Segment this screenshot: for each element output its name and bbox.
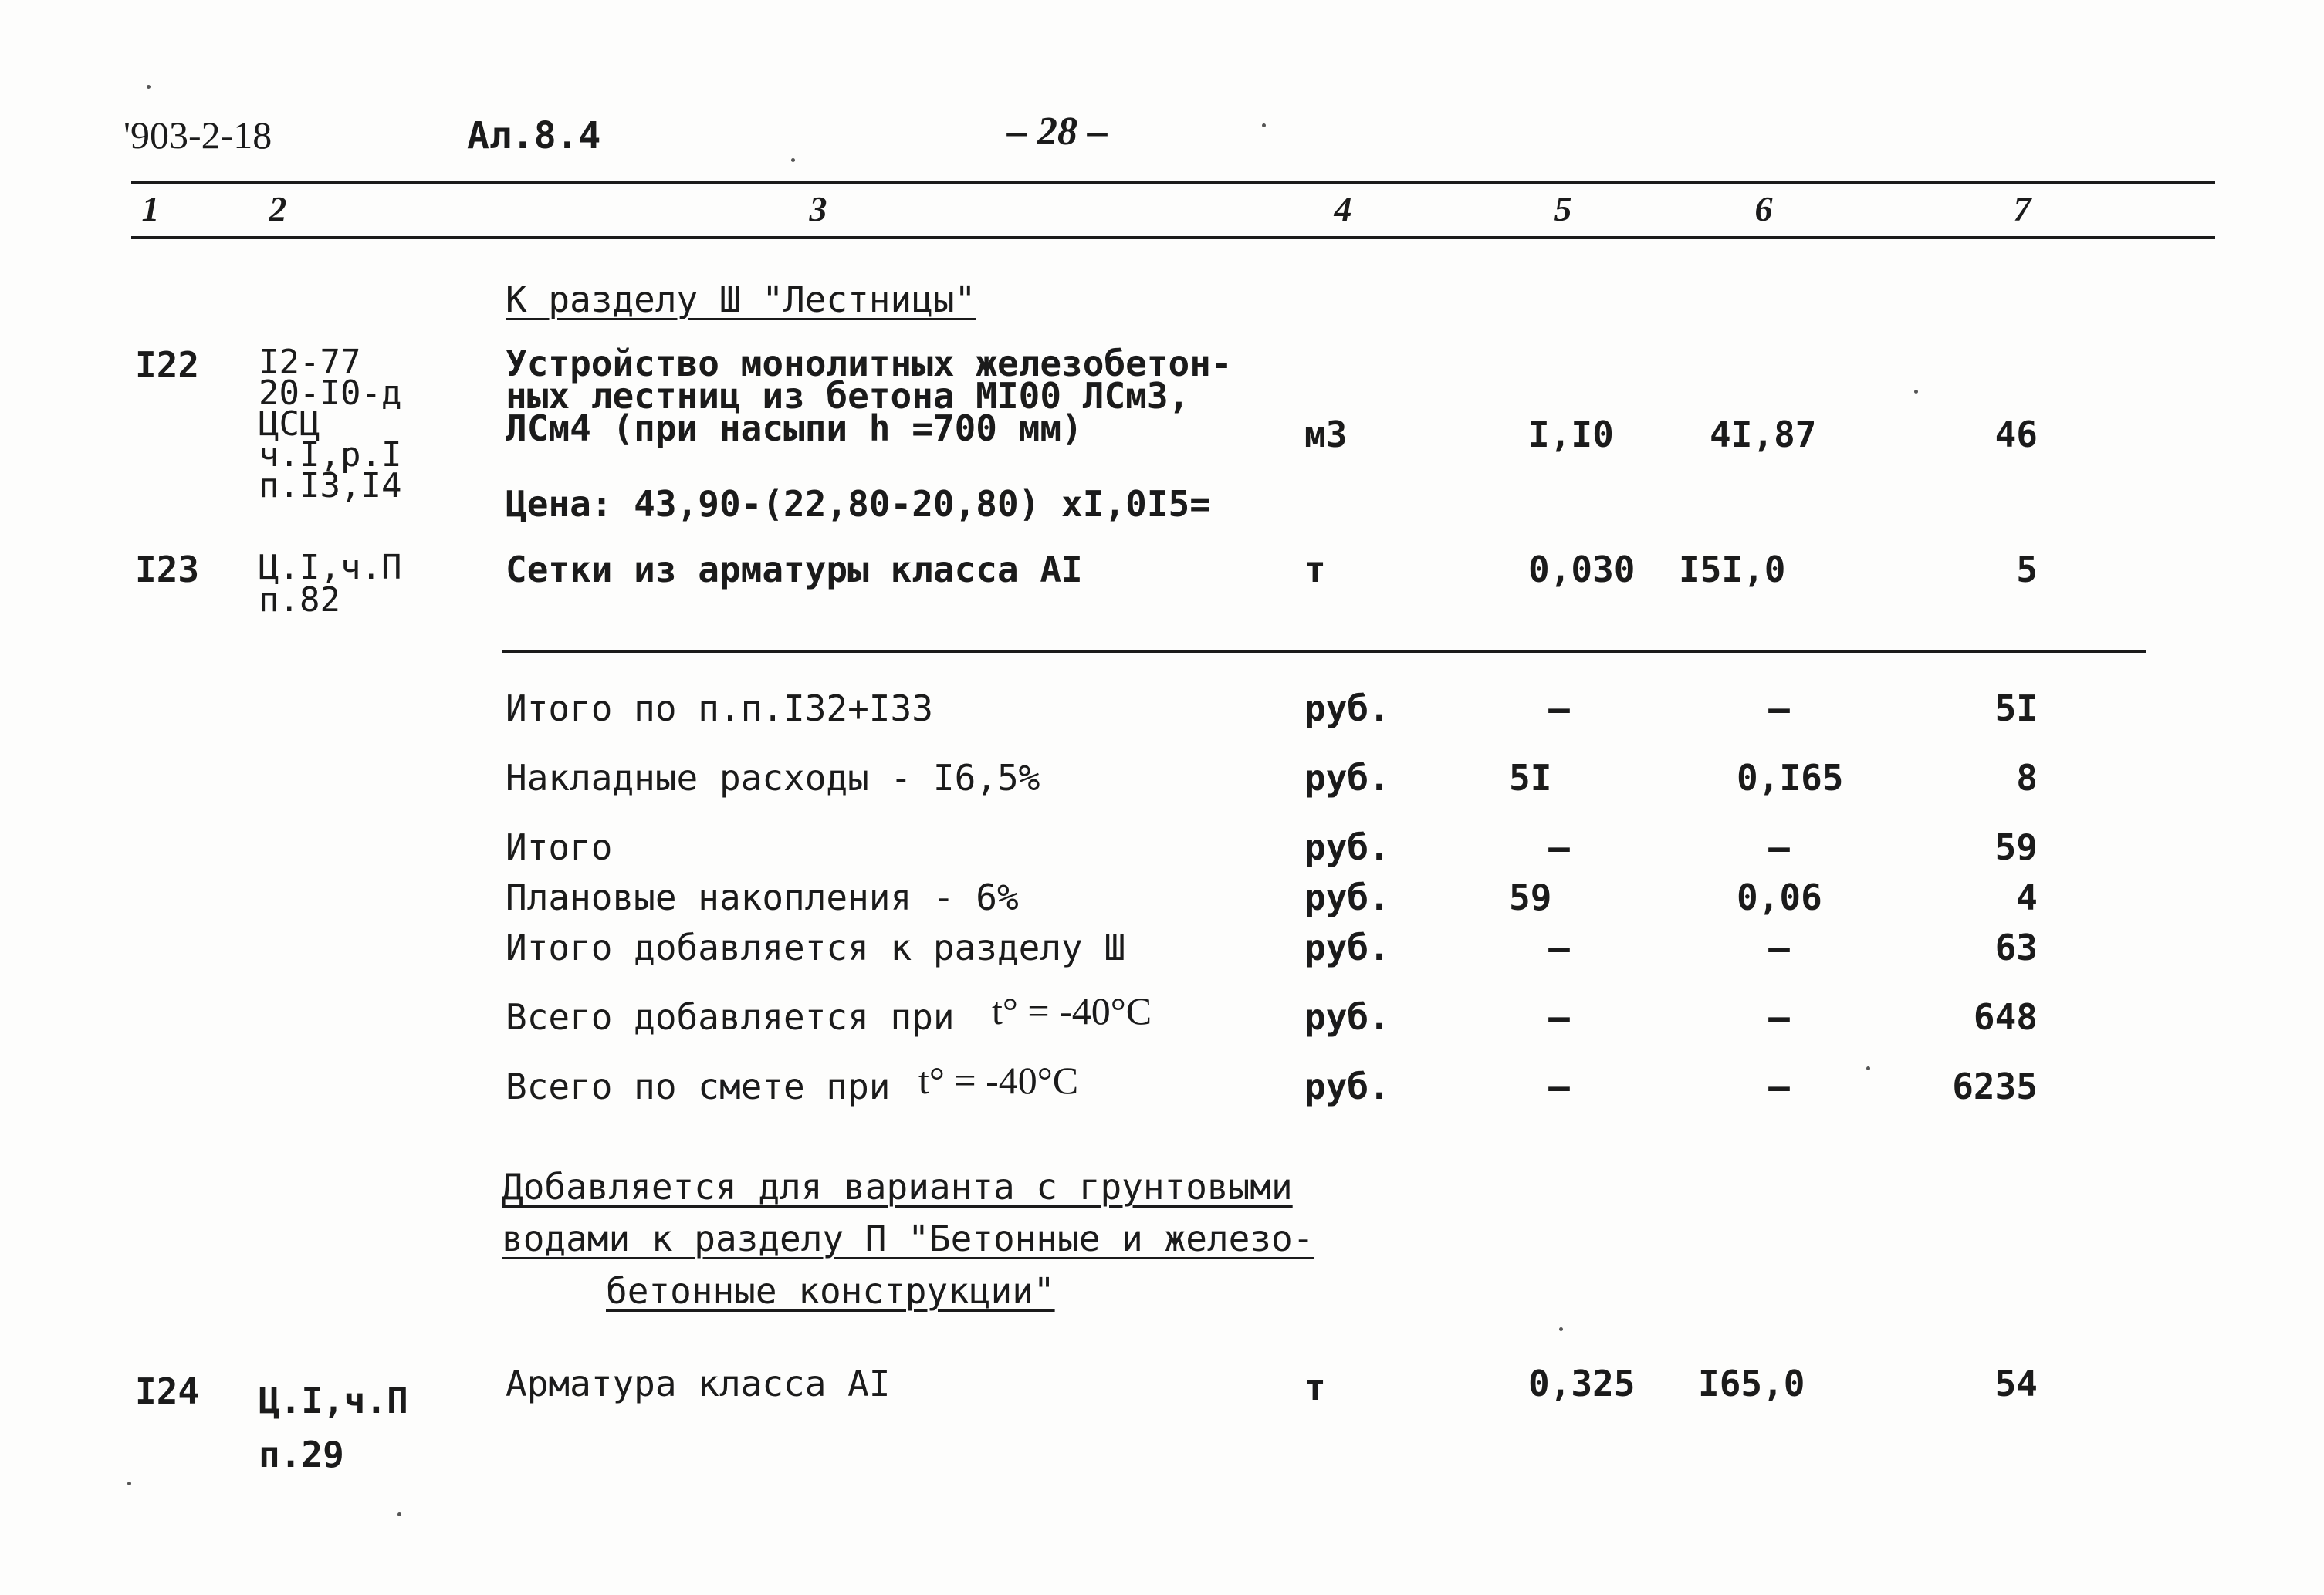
row-124-reference: Ц.I,ч.П п.29: [259, 1380, 408, 1475]
row-123-total: 5: [2016, 549, 2038, 590]
section-title-stairs: К разделу Ш "Лестницы": [506, 279, 976, 320]
header-top-rule: [131, 181, 2215, 184]
page-number: – 28 –: [1007, 110, 1108, 154]
summary-col5: –: [1548, 1066, 1570, 1107]
summary-unit: руб.: [1304, 1066, 1390, 1107]
column-number-3: 3: [809, 189, 827, 228]
summary-unit: руб.: [1304, 757, 1390, 799]
column-number-6: 6: [1754, 189, 1773, 228]
summary-label: Всего по смете при: [506, 1066, 891, 1107]
row-124-price: I65,0: [1698, 1363, 1805, 1404]
summary-col5: 59: [1509, 877, 1552, 918]
section-title-ground-line-1: Добавляется для варианта с грунтовыми: [502, 1166, 1293, 1208]
scan-speck: [147, 85, 151, 89]
summary-col6: –: [1768, 1066, 1790, 1107]
summary-col6: 0,I65: [1737, 757, 1844, 799]
summary-col7: 6235: [1952, 1066, 2038, 1107]
summary-col7: 63: [1994, 927, 2038, 968]
row-123-quantity: 0,030: [1528, 549, 1636, 590]
scan-speck: [791, 158, 795, 162]
row-122-price: 4I,87: [1710, 414, 1817, 455]
column-number-4: 4: [1334, 189, 1352, 228]
summary-col6: –: [1768, 927, 1790, 968]
scan-speck: [127, 1482, 131, 1485]
row-123-number: I23: [135, 549, 200, 590]
summary-col5: –: [1548, 996, 1570, 1038]
summary-unit: руб.: [1304, 996, 1390, 1038]
summary-col6: 0,06: [1737, 877, 1822, 918]
header-bottom-rule: [131, 236, 2215, 239]
document-code: '903-2-18: [123, 113, 272, 157]
summary-label: Итого добавляется к разделу Ш: [506, 927, 1126, 968]
album-number: Ал.8.4: [467, 114, 601, 157]
row-124-number: I24: [135, 1370, 200, 1412]
summary-col5: –: [1548, 826, 1570, 868]
scan-speck: [1262, 123, 1266, 127]
summary-label: Плановые накопления - 6%: [506, 877, 1019, 918]
row-124-unit: т: [1304, 1367, 1326, 1408]
summary-col7: 5I: [1994, 688, 2038, 729]
section-title-ground-line-3: бетонные конструкции": [606, 1270, 1055, 1312]
row-122-description: Устройство монолитных железобетон- ных лестниц из бетона MI00 ЛСм3, ЛСм4 (при насыпи h =700 мм): [506, 343, 1233, 449]
summary-unit: руб.: [1304, 927, 1390, 968]
scan-speck: [1866, 1066, 1870, 1070]
row-123-reference: Ц.I,ч.П п.82: [259, 548, 402, 620]
column-number-5: 5: [1554, 189, 1572, 228]
summary-unit: руб.: [1304, 688, 1390, 729]
column-number-2: 2: [269, 189, 287, 228]
temperature-condition: t° = -40°C: [992, 989, 1152, 1032]
summary-rule: [502, 650, 2146, 653]
summary-col6: –: [1768, 826, 1790, 868]
summary-unit: руб.: [1304, 877, 1390, 918]
scan-speck: [1914, 390, 1918, 394]
summary-label: Итого по п.п.I32+I33: [506, 688, 933, 729]
summary-unit: руб.: [1304, 826, 1390, 868]
row-124-quantity: 0,325: [1528, 1363, 1636, 1404]
row-122-total: 46: [1994, 414, 2038, 455]
summary-col5: 5I: [1509, 757, 1552, 799]
summary-col7: 59: [1994, 826, 2038, 868]
column-number-1: 1: [141, 189, 160, 228]
summary-col7: 8: [2016, 757, 2038, 799]
row-124-description: Арматура класса AI: [506, 1363, 891, 1404]
row-122-price-formula: Цена: 43,90-(22,80-20,80) xI,0I5=: [506, 483, 1211, 525]
summary-col5: –: [1548, 927, 1570, 968]
scan-speck: [397, 1512, 401, 1516]
row-122-quantity: I,I0: [1528, 414, 1614, 455]
row-122-reference: I2-77 20-I0-д ЦСЦ ч.I,р.I п.I3,I4: [259, 343, 402, 505]
summary-col6: –: [1768, 688, 1790, 729]
section-title-ground-line-2: водами к разделу П "Бетонные и железо-: [502, 1218, 1314, 1259]
row-123-description: Сетки из арматуры класса AI: [506, 549, 1083, 590]
row-123-price: I5I,0: [1679, 549, 1786, 590]
row-123-unit: т: [1304, 549, 1326, 590]
summary-col5: –: [1548, 688, 1570, 729]
summary-col6: –: [1768, 996, 1790, 1038]
summary-col7: 648: [1973, 996, 2038, 1038]
row-122-unit: м3: [1304, 414, 1348, 455]
scan-speck: [1559, 1327, 1563, 1331]
summary-label: Накладные расходы - I6,5%: [506, 757, 1040, 799]
row-124-total: 54: [1994, 1363, 2038, 1404]
temperature-condition: t° = -40°C: [918, 1059, 1079, 1102]
summary-label: Итого: [506, 826, 613, 868]
row-122-number: I22: [135, 344, 200, 386]
summary-col7: 4: [2016, 877, 2038, 918]
summary-label: Всего добавляется при: [506, 996, 955, 1038]
column-number-7: 7: [2013, 189, 2031, 228]
